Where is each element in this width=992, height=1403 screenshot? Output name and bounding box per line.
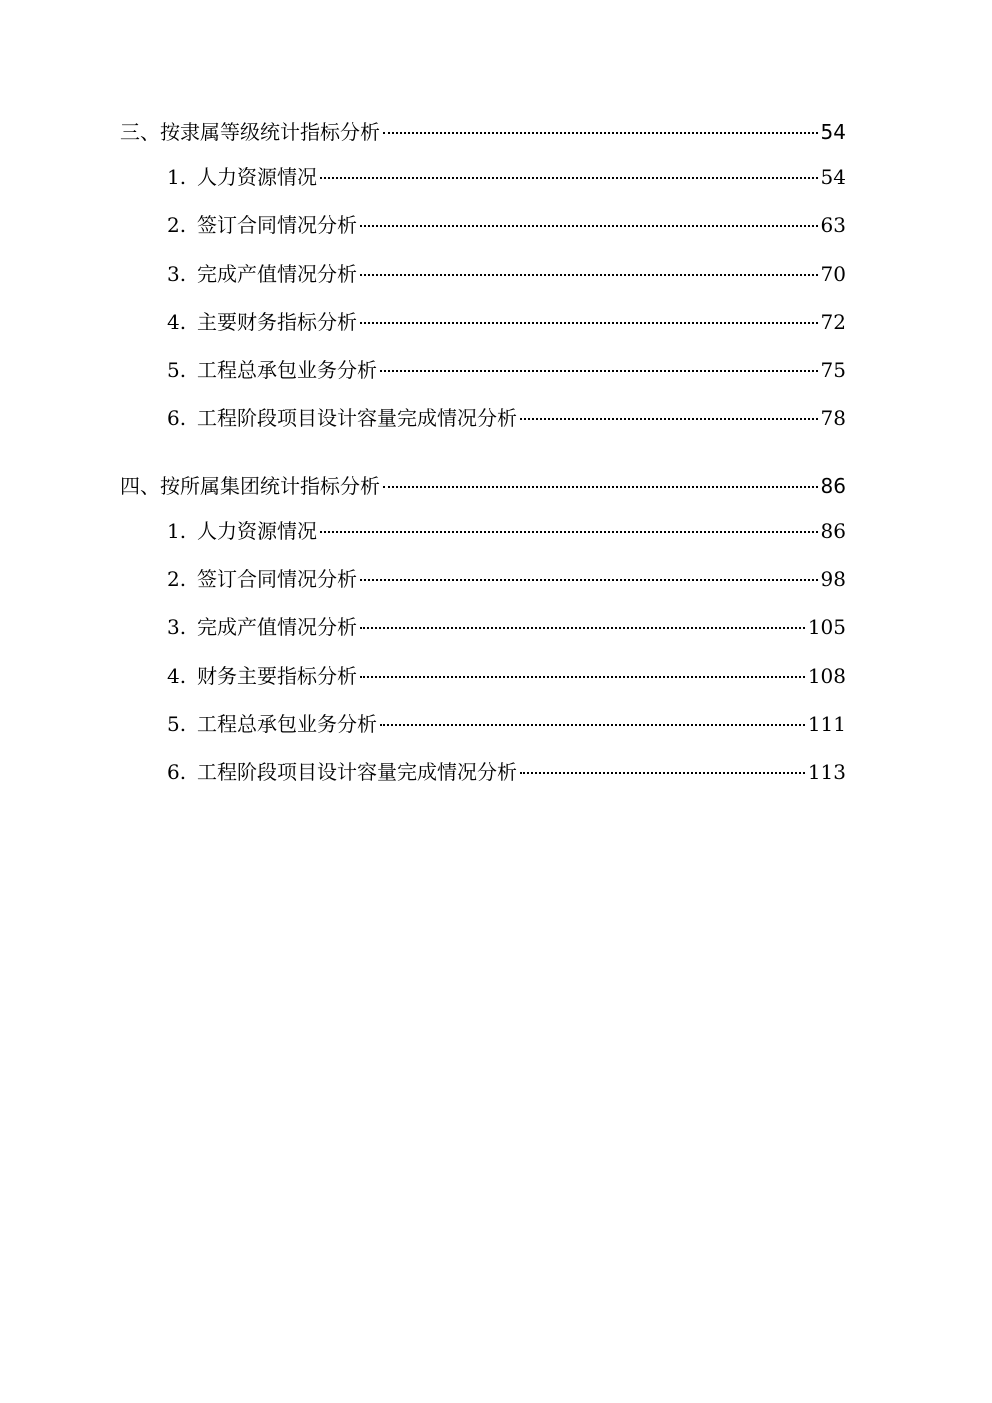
- toc-entry-row[interactable]: [120, 652, 846, 700]
- toc-entry-row[interactable]: [120, 394, 846, 442]
- toc-entry-title: 完成产值情况分析: [197, 261, 357, 286]
- toc-entry-number: 4.: [167, 663, 187, 688]
- toc-entry-row[interactable]: [120, 748, 846, 796]
- toc-entry-title: 工程阶段项目设计容量完成情况分析: [197, 406, 517, 431]
- toc-entry-page: 63: [820, 213, 846, 238]
- toc-entry-row[interactable]: [120, 346, 846, 394]
- dot-leader: [320, 177, 818, 179]
- toc-entry-page: 98: [820, 567, 846, 592]
- toc-entry-row[interactable]: [120, 201, 846, 249]
- toc-entry-page: 72: [820, 309, 846, 334]
- toc-entry-title: 人力资源情况: [197, 165, 317, 189]
- toc-entry-title: 工程总承包业务分析: [197, 711, 377, 736]
- toc-entry-row[interactable]: [120, 603, 846, 651]
- toc-heading-title: 四、按所属集团统计指标分析: [120, 473, 380, 498]
- toc-entry-page: 113: [807, 760, 846, 785]
- toc-entry-title: 工程总承包业务分析: [197, 358, 377, 383]
- dot-leader: [360, 676, 805, 678]
- toc-entry-number: 4.: [167, 309, 187, 334]
- toc-entry-number: 3.: [167, 261, 187, 286]
- dot-leader: [360, 225, 818, 227]
- toc-entry-page: 108: [807, 663, 846, 688]
- dot-leader: [360, 322, 818, 324]
- dot-leader: [380, 724, 805, 726]
- toc-entry-title: 人力资源情况: [197, 518, 317, 543]
- dot-leader: [520, 772, 805, 774]
- toc-entry-row[interactable]: [120, 250, 846, 298]
- toc-entry-page: 78: [820, 406, 846, 431]
- toc-section-3: [120, 108, 846, 443]
- toc-entry-title: 签订合同情况分析: [197, 213, 357, 238]
- toc-heading-title: 三、按隶属等级统计指标分析: [120, 120, 380, 144]
- toc-entry-page: 54: [820, 165, 846, 189]
- toc-heading-page: 86: [820, 473, 846, 498]
- toc-entry-page: 75: [820, 358, 846, 383]
- dot-leader: [520, 418, 818, 420]
- toc-entry-title: 完成产值情况分析: [197, 615, 357, 640]
- toc-heading-page: 54: [820, 120, 846, 144]
- dot-leader: [383, 486, 818, 488]
- toc-section-4: [120, 462, 846, 797]
- dot-leader: [383, 132, 818, 134]
- toc-entry-title: 主要财务指标分析: [197, 309, 357, 334]
- toc-heading-row[interactable]: [120, 462, 846, 507]
- toc-entry-title: 财务主要指标分析: [197, 663, 357, 688]
- toc-entry-number: 5.: [167, 358, 187, 383]
- toc-entry-number: 2.: [167, 213, 187, 238]
- toc-entry-page: 70: [820, 261, 846, 286]
- toc-entry-number: 5.: [167, 711, 187, 736]
- toc-entry-number: 6.: [167, 406, 187, 431]
- toc-entry-number: 2.: [167, 567, 187, 592]
- toc-entry-row[interactable]: [120, 507, 846, 555]
- toc-entry-number: 1.: [167, 165, 187, 189]
- toc-entry-page: 86: [820, 518, 846, 543]
- toc-entry-number: 6.: [167, 760, 187, 785]
- toc-entry-title: 工程阶段项目设计容量完成情况分析: [197, 760, 517, 785]
- toc-entry-row[interactable]: [120, 298, 846, 346]
- toc-entry-number: 1.: [167, 518, 187, 543]
- toc-entry-page: 111: [807, 711, 846, 736]
- dot-leader: [320, 531, 818, 533]
- toc-heading-row[interactable]: [120, 108, 846, 153]
- toc-entry-row[interactable]: [120, 153, 846, 201]
- toc-entry-page: 105: [807, 615, 846, 640]
- dot-leader: [360, 627, 805, 629]
- toc-entry-title: 签订合同情况分析: [197, 567, 357, 592]
- toc-entry-row[interactable]: [120, 700, 846, 748]
- dot-leader: [360, 274, 818, 276]
- table-of-contents: [120, 108, 846, 816]
- dot-leader: [360, 579, 818, 581]
- dot-leader: [380, 370, 818, 372]
- toc-entry-number: 3.: [167, 615, 187, 640]
- toc-entry-row[interactable]: [120, 555, 846, 603]
